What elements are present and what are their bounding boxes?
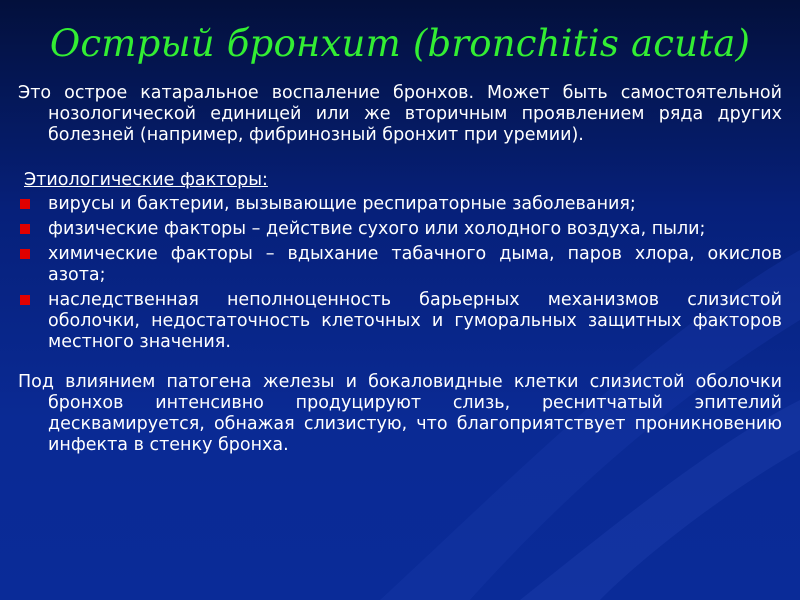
etiology-heading: Этиологические факторы:: [24, 170, 268, 190]
factor-item: [18, 194, 782, 215]
factor-text: наследственная неполноценность барьерных механизмов слизистой оболочки, недостаточность клеточных и гуморальных защитных факторов местного значения.: [48, 290, 782, 352]
factor-text: химические факторы – вдыхание табачного дыма, паров хлора, окислов азота;: [48, 244, 782, 285]
conclusion-text: Под влиянием патогена железы и бокаловидные клетки слизистой оболочки бронхов интенсивно продуцируют слизь, реснитчатый эпителий десквамируется, обнажая слизистую, что благоприятствует проникновению инфекта в стенку бронха.: [18, 372, 782, 455]
red-square-bullet-icon: [20, 199, 30, 209]
factor-item: [18, 244, 782, 286]
red-square-bullet-icon: [20, 249, 30, 259]
etiology-factor-list: [18, 194, 782, 357]
factor-text: вирусы и бактерии, вызывающие респираторные заболевания;: [48, 194, 636, 214]
factor-text: физические факторы – действие сухого или холодного воздуха, пыли;: [48, 219, 706, 239]
intro-text: Это острое катаральное воспаление бронхов. Может быть самостоятельной нозологической единицей или же вторичным проявлением ряда других болезней (например, фибринозный бронхит при уремии).: [18, 83, 782, 145]
factor-item: [18, 290, 782, 353]
red-square-bullet-icon: [20, 295, 30, 305]
intro-paragraph: [18, 83, 782, 146]
red-square-bullet-icon: [20, 224, 30, 234]
conclusion-paragraph: [18, 372, 782, 456]
slide-title: Острый бронхит (bronchitis acuta): [49, 22, 751, 65]
factor-item: [18, 219, 782, 240]
